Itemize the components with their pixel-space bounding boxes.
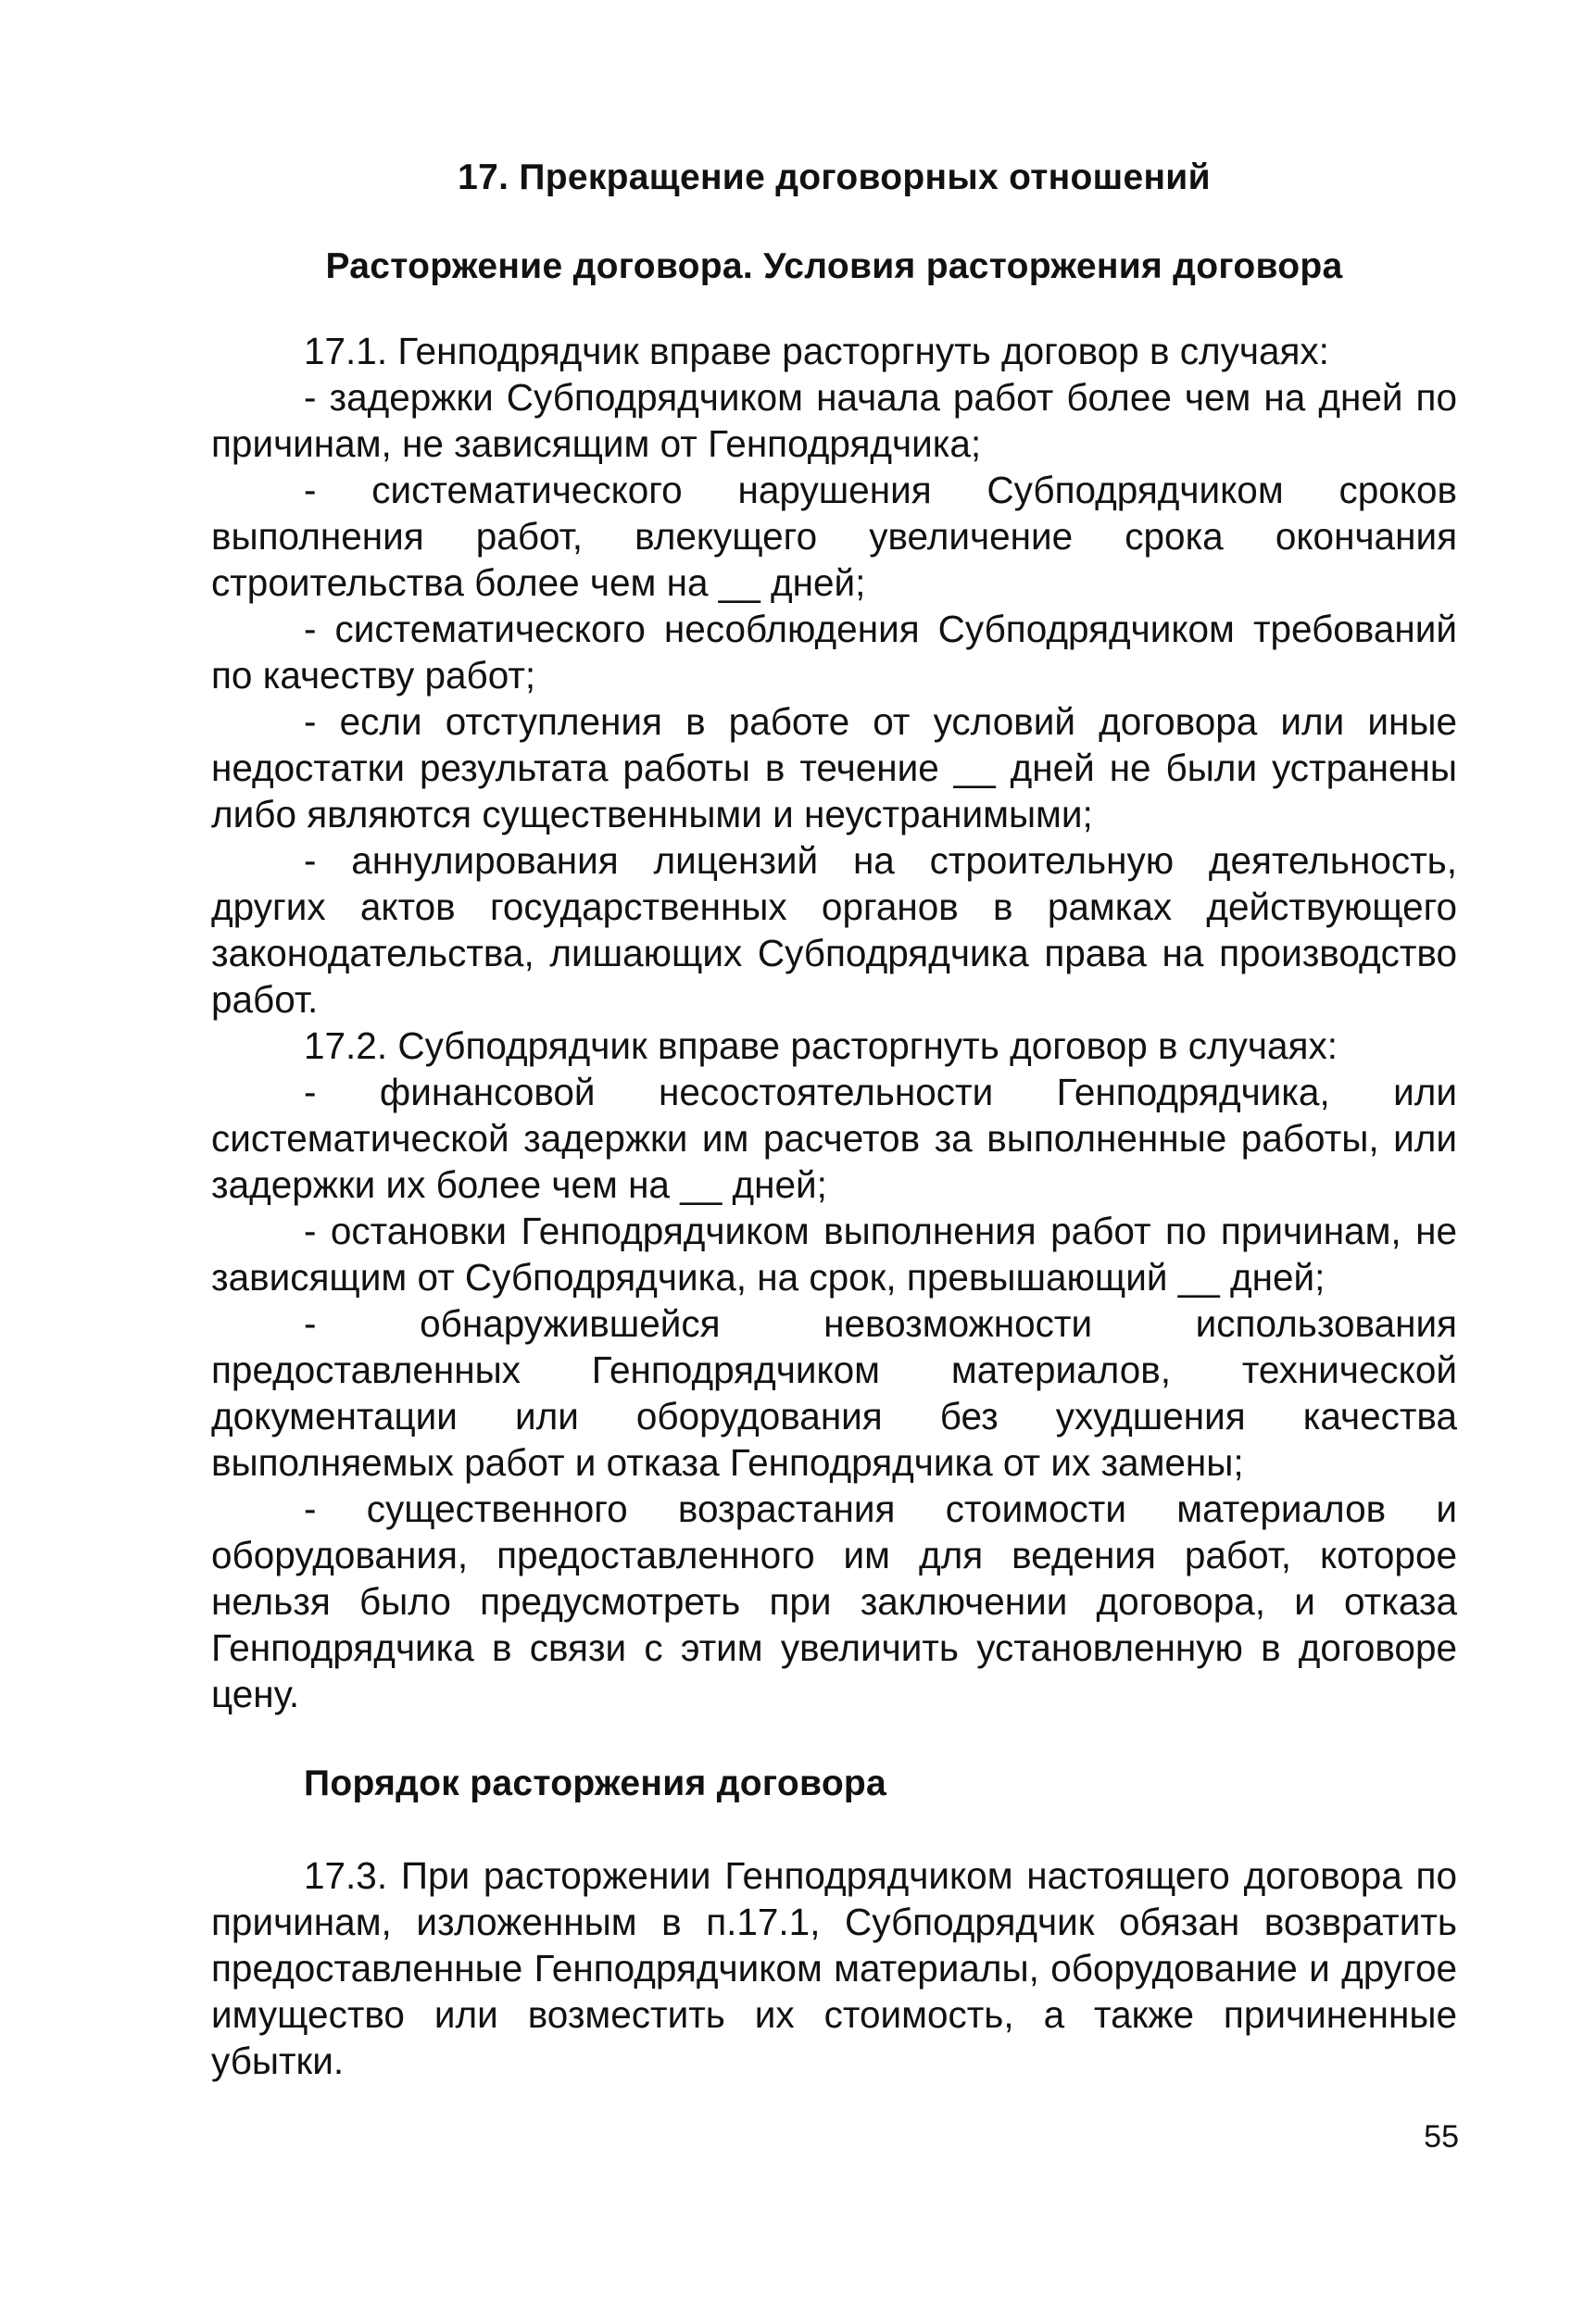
clause-17-1-item: - систематического нарушения Субподрядчиком сроков выполнения работ, влекущего увеличение срока окончания строительства более чем на __ дней; — [211, 469, 1457, 604]
clause-17-1 — [211, 328, 1457, 1023]
clause-17-1-item: - задержки Субподрядчиком начала работ более чем на дней по причинам, не зависящим от Генподрядчика; — [211, 376, 1457, 465]
clause-17-1-intro: 17.1. Генподрядчик вправе расторгнуть договор в случаях: — [304, 330, 1329, 372]
clause-17-2-item: - остановки Генподрядчиком выполнения работ по причинам, не зависящим от Субподрядчика, на срок, превышающий __ дней; — [211, 1210, 1457, 1299]
clause-17-3 — [211, 1852, 1457, 2084]
clause-17-2 — [211, 1023, 1457, 1717]
document-page — [211, 157, 1457, 2084]
clause-17-2-item: - существенного возрастания стоимости материалов и оборудования, предоставленного им для ведения работ, которое нельзя было предусмотреть при заключении договора, и отказа Генподрядчика в связи с этим увеличить установленную в договоре цену. — [211, 1488, 1457, 1715]
clause-17-2-item: - финансовой несостоятельности Генподрядчика, или систематической задержки им расчетов за выполненные работы, или задержки их более чем на __ дней; — [211, 1071, 1457, 1206]
page-number: 55 — [1424, 2119, 1459, 2154]
subsection-title-procedure: Порядок расторжения договора — [304, 1764, 887, 1803]
clause-17-1-item: - систематического несоблюдения Субподрядчиком требований по качеству работ; — [211, 608, 1457, 697]
clause-17-2-item: - обнаружившейся невозможности использования предоставленных Генподрядчиком материалов, технической документации или оборудования без ухудшения качества выполняемых работ и отказа Генподрядчика от их замены; — [211, 1302, 1457, 1484]
clause-17-1-item: - аннулирования лицензий на строительную деятельность, других актов государственных органов в рамках действующего законодательства, лишающих Субподрядчика права на производство работ. — [211, 839, 1457, 1021]
clause-17-3-text: 17.3. При расторжении Генподрядчиком настоящего договора по причинам, изложенным в п.17.1, Субподрядчик обязан возвратить предоставленные Генподрядчиком материалы, оборудование и другое имущество или возместить их стоимость, а также причиненные убытки. — [211, 1854, 1457, 2082]
clause-17-1-item: - если отступления в работе от условий договора или иные недостатки результата работы в течение __ дней не были устранены либо являются существенными и неустранимыми; — [211, 700, 1457, 835]
clause-17-2-intro: 17.2. Субподрядчик вправе расторгнуть договор в случаях: — [304, 1024, 1338, 1067]
section-title: 17. Прекращение договорных отношений — [458, 157, 1211, 197]
subsection-title-termination: Расторжение договора. Условия расторжения договора — [325, 246, 1343, 286]
